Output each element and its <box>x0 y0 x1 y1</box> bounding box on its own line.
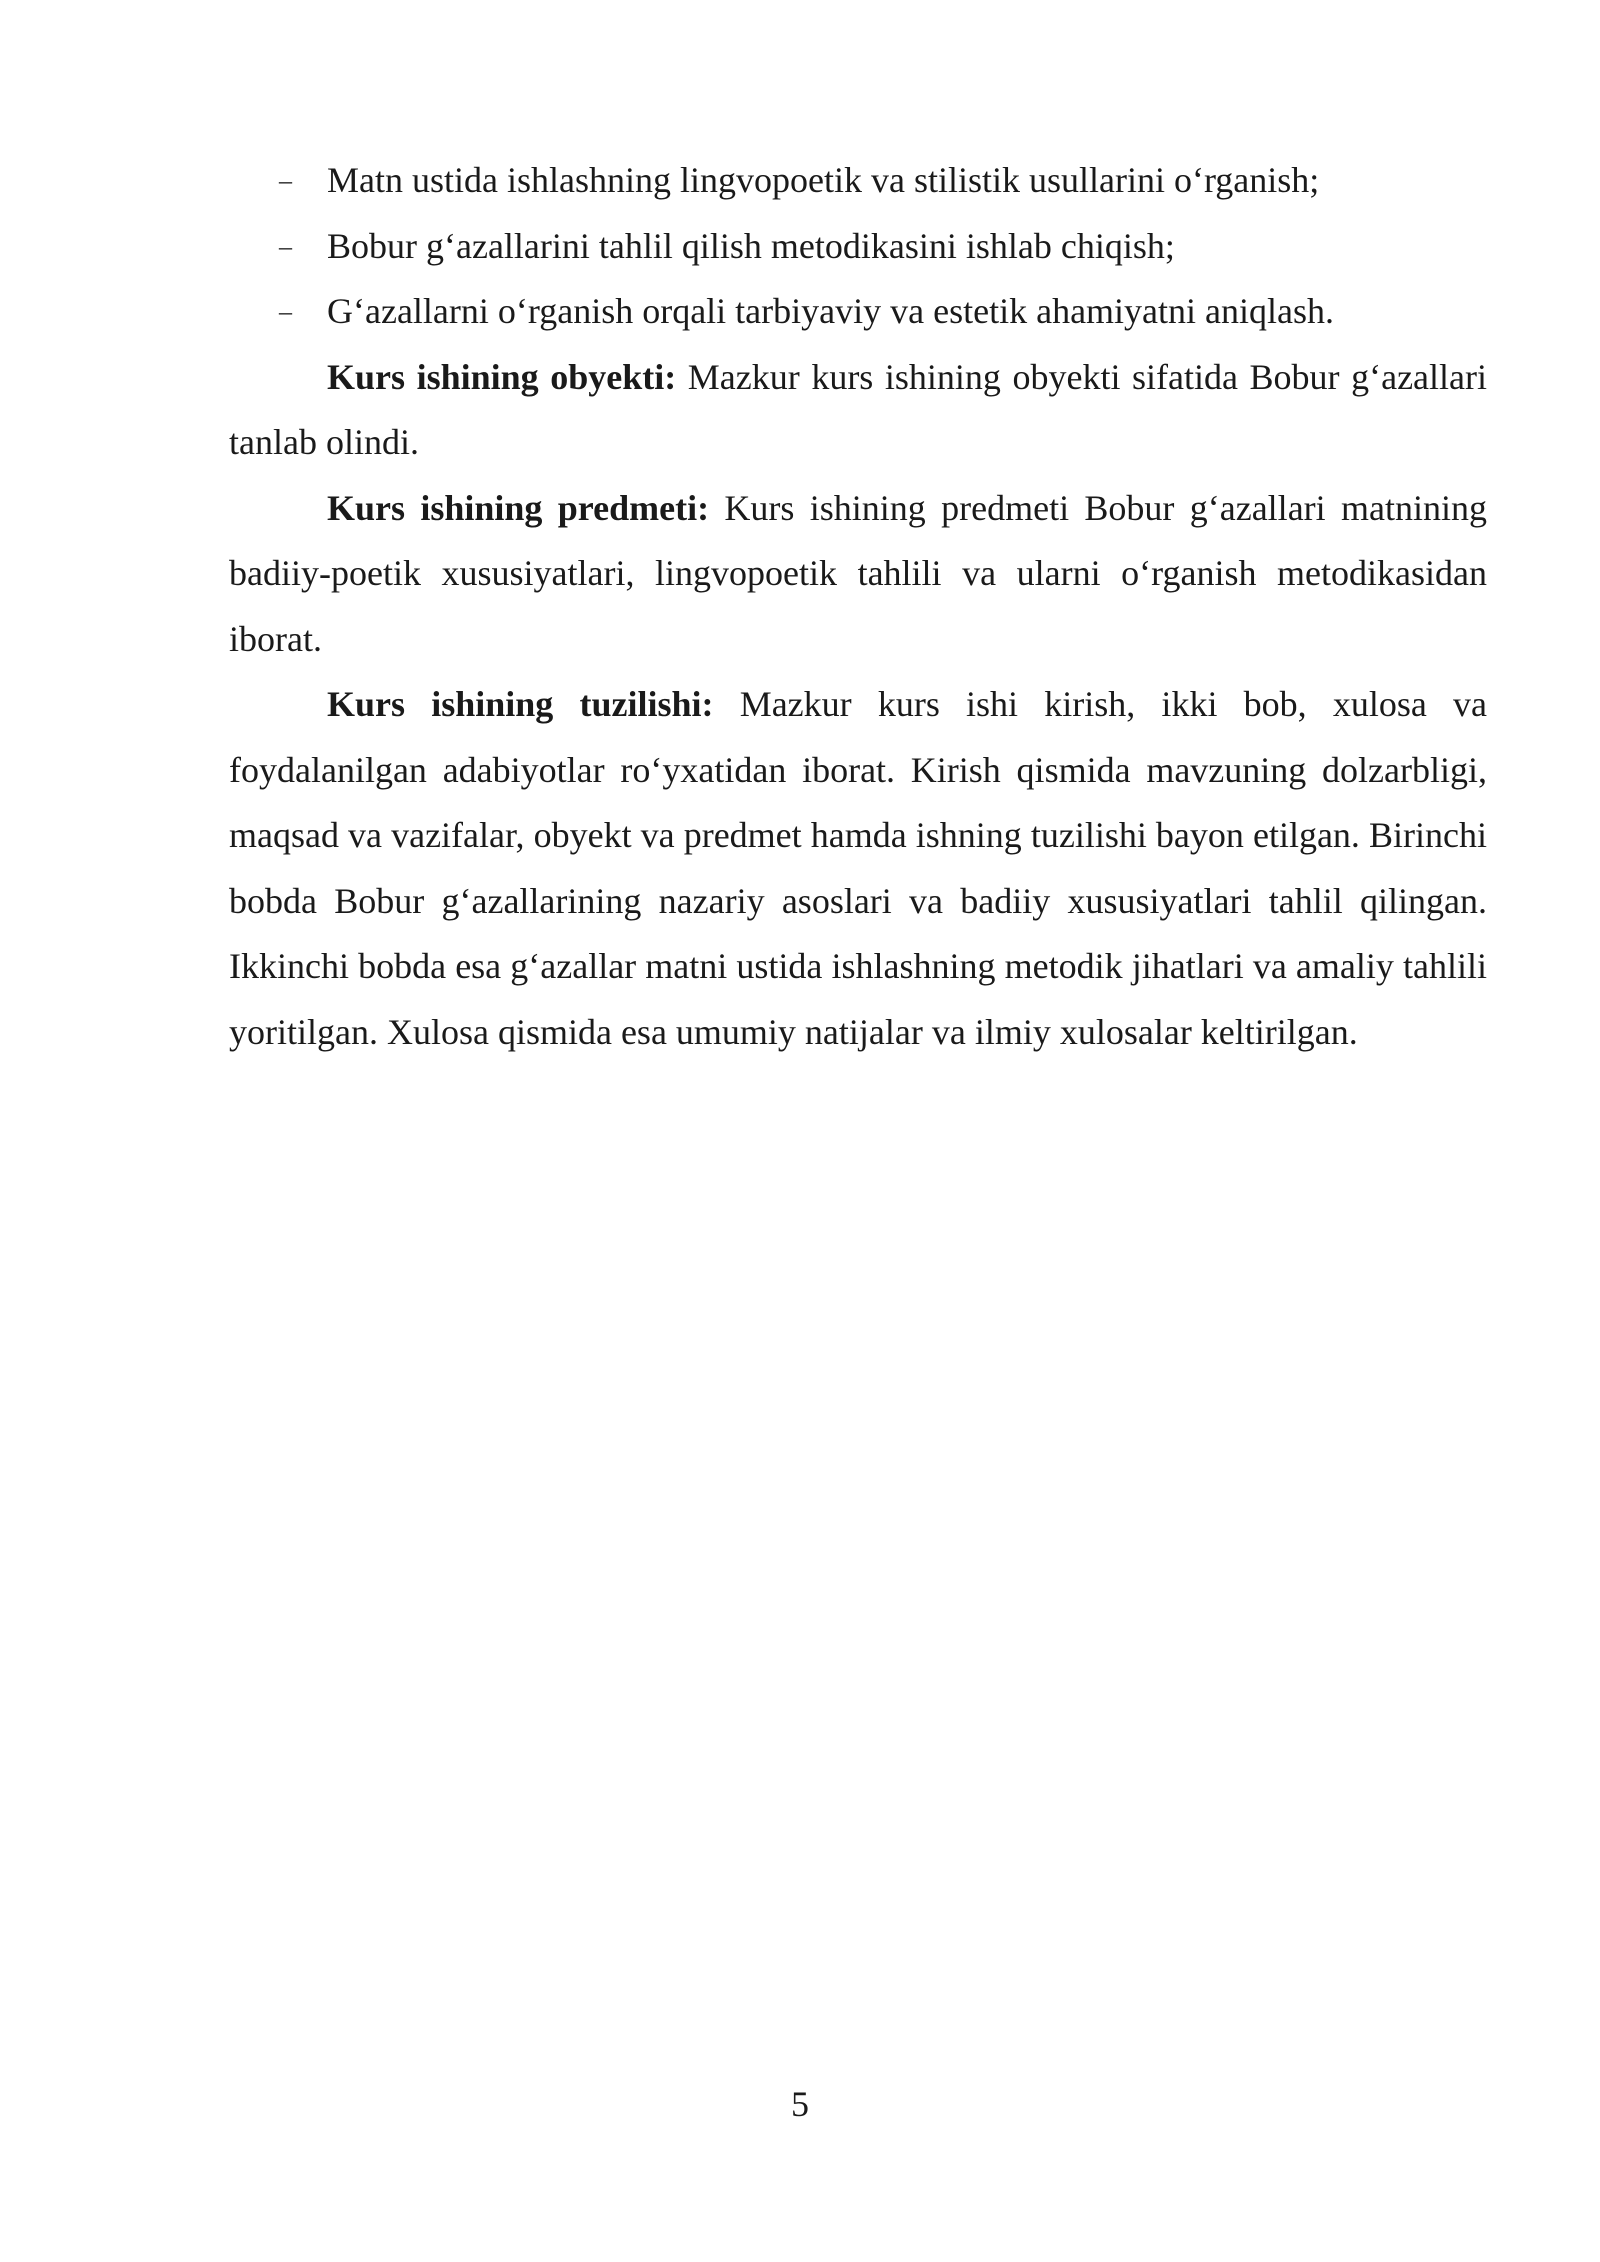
paragraph-label: Kurs ishining tuzilishi: <box>327 684 714 724</box>
bullet-dash: – <box>279 297 292 326</box>
paragraph-text: Mazkur kurs ishining obyekti sifatida Bobur g‘azallari tanlab olindi. <box>229 356 1488 462</box>
paragraph-label: Kurs ishining obyekti: <box>327 356 677 397</box>
bullet-dash: – <box>279 166 292 195</box>
paragraph-subject <box>229 476 1487 673</box>
paragraph-structure <box>229 672 1487 1065</box>
bullet-item-2 <box>229 214 1487 280</box>
page-content <box>229 148 1487 1065</box>
bullet-dash: – <box>279 231 292 261</box>
page-number: 5 <box>791 2084 809 2124</box>
paragraph-object <box>229 345 1487 476</box>
bullet-item-1 <box>229 148 1487 214</box>
paragraph-text: Mazkur kurs ishi kirish, ikki bob, xulosa va foydalanilgan adabiyotlar ro‘yxatidan iborat. Kirish qismida mavzuning dolzarbligi, maqsad va vazifalar, obyekt va predmet hamda ishning tuzilishi bayon etilgan. Birinchi bobda Bobur g‘azallarining nazariy asoslari va badiiy xususiyatlari tahlil qilingan. Ikkinchi bobda esa g‘azallar matni ustida ishlashning metodik jihatlari va amaliy tahlili yoritilgan. Xulosa qismida esa umumiy natijalar va ilmiy xulosalar keltirilgan. <box>229 684 1487 1052</box>
bullet-text: Bobur g‘azallarini tahlil qilish metodikasini ishlab chiqish; <box>327 225 1175 266</box>
paragraph-label: Kurs ishining predmeti: <box>327 487 710 528</box>
bullet-text: Matn ustida ishlashning lingvopoetik va stilistik usullarini o‘rganish; <box>327 160 1320 200</box>
bullet-text: G‘azallarni o‘rganish orqali tarbiyaviy va estetik ahamiyatni aniqlash. <box>327 291 1334 331</box>
paragraph-text: Kurs ishining predmeti Bobur g‘azallari matnining badiiy-poetik xususiyatlari, lingvopoetik tahlili va ularni o‘rganish metodikasidan iborat. <box>229 487 1487 659</box>
bullet-item-3 <box>229 279 1487 345</box>
